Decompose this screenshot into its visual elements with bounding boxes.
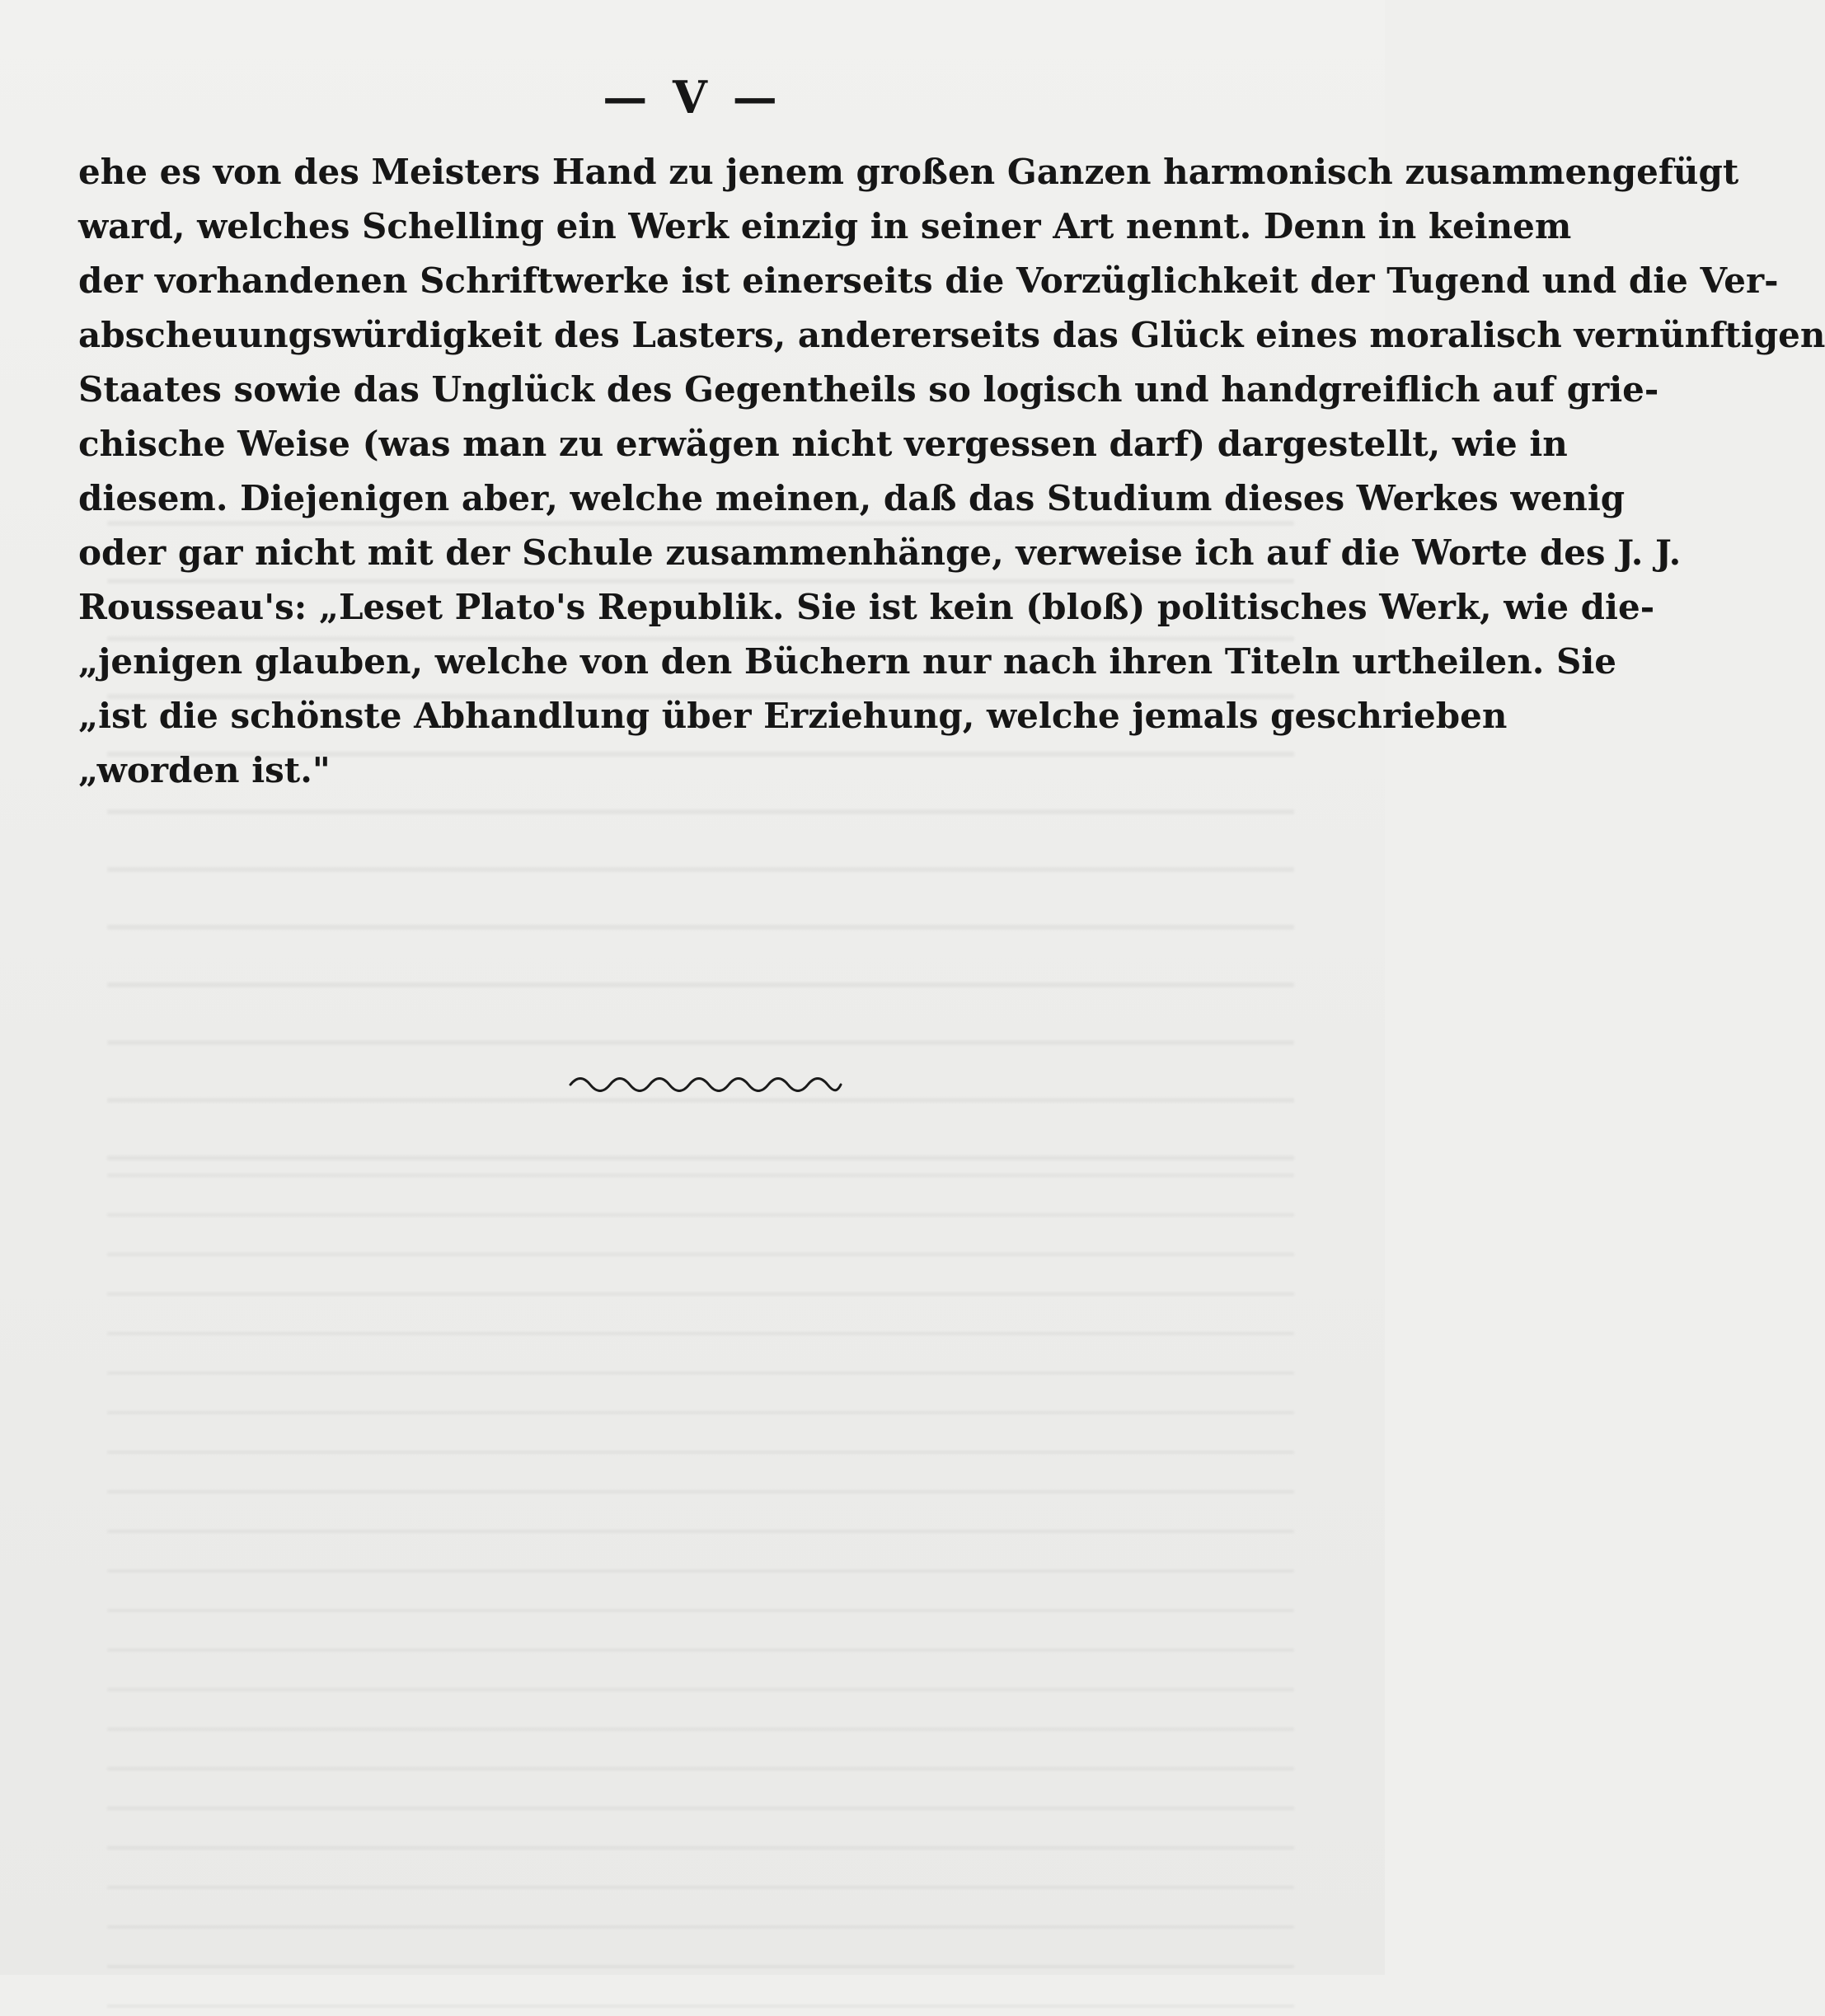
text-line-4: abscheuungswürdigkeit des Lasters, andererseits das Glück eines moralisch vernünftigen — [78, 315, 1825, 355]
text-line-10: „jenigen glauben, welche von den Büchern nur nach ihren Titeln urtheilen. Sie — [78, 641, 1617, 682]
text-line-3: der vorhandenen Schriftwerke ist einerseits die Vorzüglichkeit der Tugend und die Ver- — [78, 260, 1779, 301]
text-line-7: diesem. Diejenigen aber, welche meinen, daß das Studium dieses Werkes wenig — [78, 478, 1626, 518]
text-line-1: ehe es von des Meisters Hand zu jenem großen Ganzen harmonisch zusammengefügt — [78, 152, 1739, 192]
text-line-8: oder gar nicht mit der Schule zusammenhänge, verweise ich auf die Worte des J. J. — [78, 532, 1682, 573]
bleed-through-lower — [107, 1146, 1294, 2016]
text-line-9: Rousseau's: „Leset Plato's Republik. Sie ist kein (bloß) politisches Werk, wie die- — [78, 587, 1655, 627]
text-line-12: „worden ist." — [78, 750, 331, 790]
text-line-2: ward, welches Schelling ein Werk einzig in seiner Art nennt. Denn in keinem — [78, 206, 1572, 246]
main-paragraph — [78, 145, 1825, 798]
text-line-5: Staates sowie das Unglück des Gegentheils so logisch und handgreiflich auf grie- — [78, 369, 1659, 410]
wave-divider-ornament — [569, 1075, 842, 1095]
text-line-11: „ist die schönste Abhandlung über Erziehung, welche jemals geschrieben — [78, 696, 1508, 736]
page-number-header: — V — — [603, 71, 782, 124]
text-line-6: chische Weise (was man zu erwägen nicht vergessen darf) dargestellt, wie in — [78, 424, 1568, 464]
